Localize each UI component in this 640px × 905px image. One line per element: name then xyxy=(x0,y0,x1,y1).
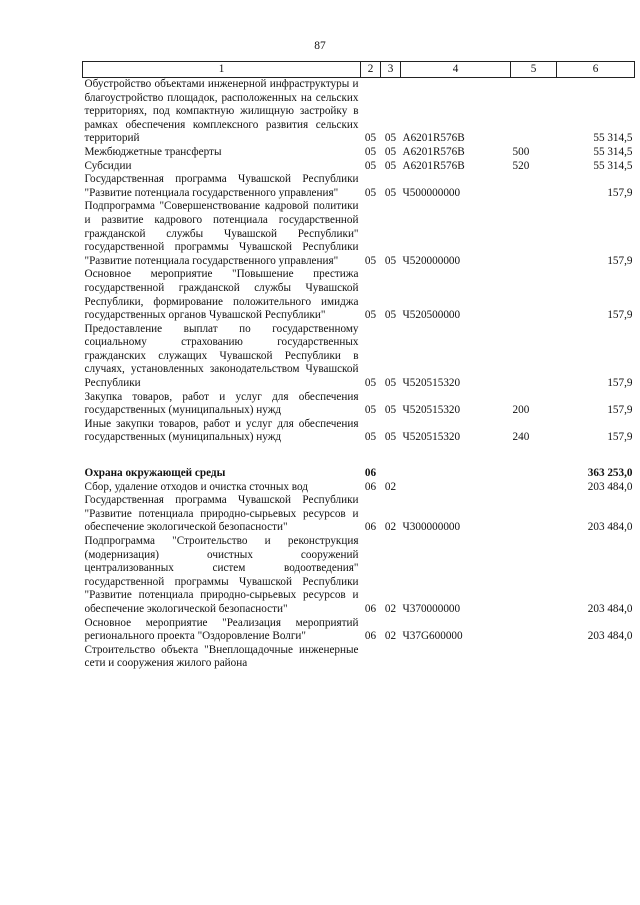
table-row xyxy=(83,644,635,671)
row-description: Закупка товаров, работ и услуг для обеспечения государственных (муниципальных) нужд xyxy=(84,390,359,417)
table-row xyxy=(83,160,635,174)
row-description: Сбор, удаление отходов и очистка сточных вод xyxy=(84,480,308,493)
row-description: Государственная программа Чувашской Республики "Развитие потенциала государственного управления" xyxy=(84,173,359,199)
budget-table xyxy=(82,61,635,671)
table-row xyxy=(83,173,635,200)
row-description: Подпрограмма "Совершенствование кадровой политики и развитие кадрового потенциала государственной гражданской службы Чувашской Республики" государственной программы Чувашской Республики "Развитие потенциала государственного управления" xyxy=(84,200,359,267)
row-expense-type xyxy=(511,78,557,146)
row-description: Государственная программа Чувашской Республики "Развитие потенциала природно-сырьевых ресурсов и обеспечение экологической безопасности" xyxy=(84,494,359,534)
row-description: Подпрограмма "Строительство и реконструкция (модернизация) очистных сооружений централизованных систем водоотведения" государственной программы Чувашской Республики "Развитие потенциала природно-сырьевых ресурсов и обеспечение экологической безопасности" xyxy=(84,535,359,615)
row-expense-type xyxy=(511,494,557,535)
table-row xyxy=(83,268,635,322)
row-section: 05 xyxy=(364,309,377,322)
row-section: 06 xyxy=(364,480,377,493)
row-subsection: 02 xyxy=(384,630,397,643)
row-expense-type xyxy=(511,323,557,391)
spacer-cell xyxy=(361,445,381,467)
header-col-5: 5 xyxy=(511,62,557,78)
row-amount: 203 484,0 xyxy=(587,521,633,534)
row-amount: 55 314,5 xyxy=(593,159,633,172)
table-row xyxy=(83,391,635,418)
row-expense-type xyxy=(511,467,557,481)
row-description: Иные закупки товаров, работ и услуг для обеспечения государственных (муниципальных) нужд xyxy=(84,417,359,444)
row-description: Межбюджетные трансферты xyxy=(84,145,222,158)
row-section: 06 xyxy=(364,521,377,534)
table-body xyxy=(83,78,635,671)
row-description: Охрана окружающей среды xyxy=(84,467,226,480)
row-description: Предоставление выплат по государственному социальному страхованию государственных гражданских служащих Чувашской Республики в случаях, установленных законодательством Чувашской Республики xyxy=(84,322,359,390)
header-col-6: 6 xyxy=(557,62,635,78)
row-amount: 157,9 xyxy=(607,431,633,444)
row-target-article: Ч520515320 xyxy=(402,404,461,417)
row-section: 05 xyxy=(364,254,377,267)
row-spacer xyxy=(83,445,635,467)
spacer-cell xyxy=(557,445,635,467)
row-section: 05 xyxy=(364,431,377,444)
row-target-article: Ч520515320 xyxy=(402,431,461,444)
table-row xyxy=(83,146,635,160)
row-amount: 203 484,0 xyxy=(587,480,633,493)
header-col-3: 3 xyxy=(381,62,401,78)
row-target-article xyxy=(401,467,511,481)
row-expense-type xyxy=(511,481,557,495)
row-description: Строительство объекта "Внеплощадочные инженерные сети и сооружения жилого района xyxy=(84,643,359,670)
row-target-article: Ч37G600000 xyxy=(402,630,463,643)
row-subsection: 05 xyxy=(384,254,397,267)
spacer-cell xyxy=(83,445,361,467)
row-target-article: Ч300000000 xyxy=(402,521,461,534)
table-row xyxy=(83,535,635,617)
row-amount: 157,9 xyxy=(607,254,633,267)
row-target-article: Ч520515320 xyxy=(402,377,461,390)
row-section: 05 xyxy=(364,186,377,199)
row-amount: 55 314,5 xyxy=(593,132,633,145)
header-col-2: 2 xyxy=(361,62,381,78)
row-expense-type xyxy=(511,268,557,322)
row-section: 05 xyxy=(364,404,377,417)
row-expense-type: 520 xyxy=(512,159,530,172)
row-subsection: 05 xyxy=(384,377,397,390)
row-amount: 203 484,0 xyxy=(587,602,633,615)
row-section: 05 xyxy=(364,377,377,390)
row-expense-type xyxy=(511,173,557,200)
row-subsection: 05 xyxy=(384,309,397,322)
row-expense-type xyxy=(511,200,557,268)
row-section: 06 xyxy=(364,630,377,643)
row-target-article: Ч500000000 xyxy=(402,186,461,199)
row-subsection: 05 xyxy=(384,145,397,158)
header-col-4: 4 xyxy=(401,62,511,78)
row-expense-type xyxy=(511,535,557,617)
row-subsection: 05 xyxy=(384,132,397,145)
row-section xyxy=(361,644,381,671)
row-section: 06 xyxy=(364,602,377,615)
spacer-cell xyxy=(381,445,401,467)
table-row xyxy=(83,78,635,146)
row-target-article: А6201R576В xyxy=(402,159,465,172)
table-row xyxy=(83,323,635,391)
table-row xyxy=(83,418,635,445)
row-section: 05 xyxy=(364,145,377,158)
row-section: 05 xyxy=(364,159,377,172)
row-subsection: 05 xyxy=(384,159,397,172)
row-section: 05 xyxy=(364,132,377,145)
page-number: 87 xyxy=(314,40,326,52)
row-amount: 55 314,5 xyxy=(593,145,633,158)
table-row xyxy=(83,494,635,535)
row-target-article xyxy=(401,481,511,495)
row-subsection: 05 xyxy=(384,404,397,417)
row-subsection xyxy=(381,467,401,481)
row-description: Основное мероприятие "Реализация мероприятий регионального проекта "Оздоровление Волги" xyxy=(84,616,359,643)
row-subsection: 02 xyxy=(384,480,397,493)
spacer-cell xyxy=(511,445,557,467)
row-amount: 363 253,0 xyxy=(587,467,633,480)
header-col-1: 1 xyxy=(83,62,361,78)
row-expense-type: 240 xyxy=(512,431,530,444)
row-subsection: 02 xyxy=(384,521,397,534)
row-target-article: Ч520500000 xyxy=(402,309,461,322)
row-section: 06 xyxy=(364,467,377,480)
row-description: Субсидии xyxy=(84,159,132,172)
row-description: Основное мероприятие "Повышение престижа государственной гражданской службы Чувашской Республики, формирование положительного имиджа государственных органов Чувашской Республики" xyxy=(84,268,359,322)
row-amount: 157,9 xyxy=(607,309,633,322)
row-target-article: Ч370000000 xyxy=(402,602,461,615)
row-description: Обустройство объектами инженерной инфраструктуры и благоустройство площадок, расположенных на сельских территориях, под компактную жилищную застройку в рамках обеспечения комплексного развития сельских территорий xyxy=(84,78,359,145)
row-subsection xyxy=(381,644,401,671)
table-row xyxy=(83,617,635,644)
row-amount: 203 484,0 xyxy=(587,630,633,643)
row-target-article: Ч520000000 xyxy=(402,254,461,267)
row-expense-type xyxy=(511,617,557,644)
table-row xyxy=(83,200,635,268)
row-expense-type: 500 xyxy=(512,145,530,158)
row-expense-type: 200 xyxy=(512,404,530,417)
row-expense-type xyxy=(511,644,557,671)
row-amount xyxy=(557,644,635,671)
table-header xyxy=(83,62,635,78)
row-target-article: А6201R576В xyxy=(402,132,465,145)
spacer-cell xyxy=(401,445,511,467)
row-subsection: 02 xyxy=(384,602,397,615)
table-row xyxy=(83,467,635,481)
row-target-article xyxy=(401,644,511,671)
row-subsection: 05 xyxy=(384,431,397,444)
table-row xyxy=(83,481,635,495)
row-amount: 157,9 xyxy=(607,377,633,390)
row-subsection: 05 xyxy=(384,186,397,199)
row-amount: 157,9 xyxy=(607,404,633,417)
row-target-article: А6201R576В xyxy=(402,145,465,158)
row-amount: 157,9 xyxy=(607,186,633,199)
